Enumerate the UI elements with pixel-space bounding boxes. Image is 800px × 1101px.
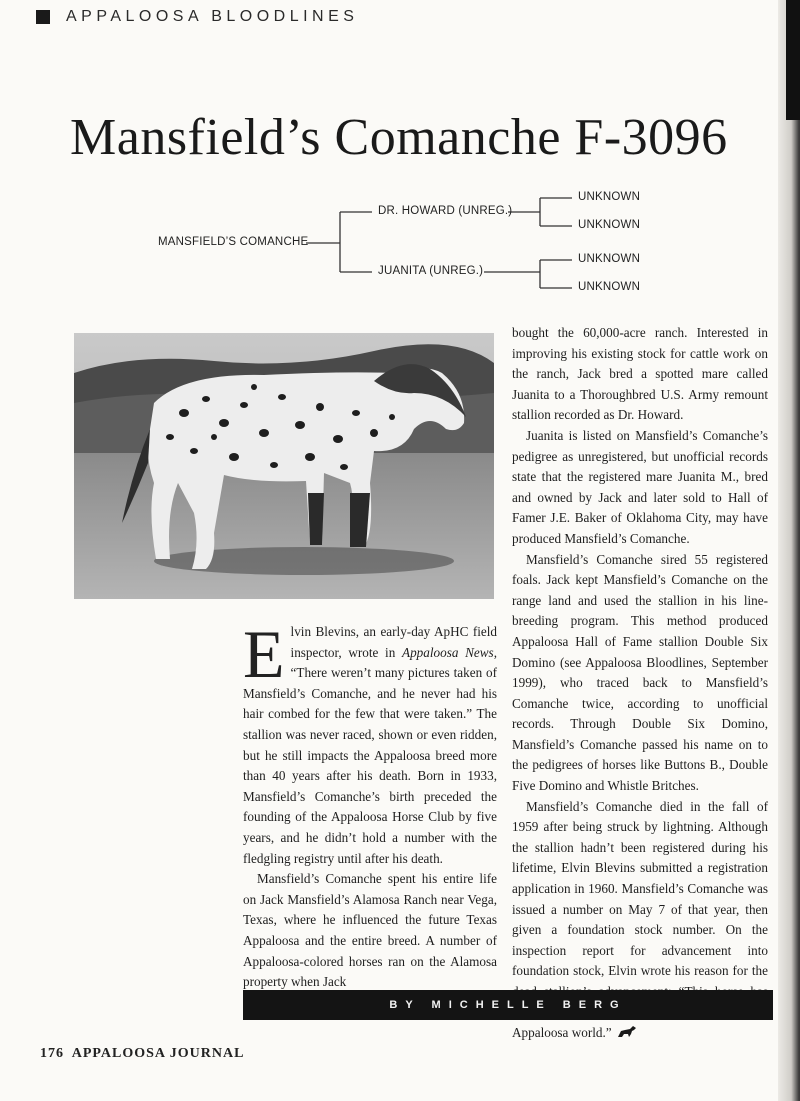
- byline: BY MICHELLE BERG: [243, 990, 773, 1020]
- paragraph-2: Mansfield’s Comanche spent his entire life on Jack Mansfield’s Alamosa Ranch near Vega, Texas, where he influenced the future Texas Appaloosa and the entire breed. A number of Appaloosa-colored horses ran on the Alamosa property when Jack: [243, 871, 497, 990]
- page-number: 176: [40, 1046, 64, 1061]
- paragraph-5-text: Mansfield’s Comanche died in the fall of 1959 after being struck by lightning. Although the stallion hadn’t been registered during his lifetime, Elvin Blevins submitted a registration application in 1960. Mansfield’s Comanche was issued a number on May 7 of that year, then given a foundation stock number. On the inspection report for advancement into foundation stock, Elvin wrote his reason for the Appaloosa world.”: [512, 798, 768, 1041]
- article-column-1: [243, 616, 497, 993]
- pedigree-chart: [0, 0, 800, 320]
- paragraph-1-text-b: , “There weren’t many pictures taken of Mansfield’s Comanche, and he never had his hair combed for the few that were taken.” The stallion was never raced, shown or even ridden, but he still impacts the Appaloosa breed more than 40 years after his death. Born in 1933, Mansfield’s Comanche’s birth preceded the founding of the Appaloosa Horse Club by five years, and he didn’t hold a number with the fledgling registry until after his death.: [243, 644, 497, 866]
- pedigree-sire-sire: UNKNOWN: [578, 191, 641, 203]
- pedigree-subject: MANSFIELD’S COMANCHE: [158, 236, 309, 248]
- pedigree-dam-dam: UNKNOWN: [578, 281, 641, 293]
- pedigree-dam-sire: UNKNOWN: [578, 253, 641, 265]
- paragraph-4: Mansfield’s Comanche sired 55 registered foals. Jack kept Mansfield’s Comanche on the range land and used the stallion in his line-breeding program. This method produced Appaloosa Hall of Fame stallion Double Six Domino (see Appaloosa Bloodlines, September 1999), who traced back to Mansfield’s Comanche twice, according to unofficial records. Through Double Six Domino, Mansfield’s Comanche passed his name on to the pedigrees of horses like Buttons B., Double Five Domino and Whistle Britches.: [512, 551, 768, 794]
- paragraph-1: [243, 616, 497, 869]
- article-title: Mansfield’s Comanche F-3096: [70, 109, 728, 166]
- paragraph-2-continued: bought the 60,000-acre ranch. Interested in improving his existing stock for cattle work on the ranch, Jack bred a spotted mare called Juanita to a Thoroughbred U.S. Army remount stallion recorded as Dr. Howard.: [512, 325, 768, 423]
- pedigree-dam: JUANITA (UNREG.): [378, 265, 484, 277]
- horse-photo: [74, 333, 494, 599]
- paragraph-3: Juanita is listed on Mansfield’s Comanche’s pedigree as unregistered, but unofficial records state that the registered mare Juanita M., bred and owned by Jack and later sold to Hall of Famer J.E. Baker of Oklahoma City, may have produced Mansfield’s Comanche.: [512, 427, 768, 546]
- article-column-2: [512, 323, 768, 1044]
- pedigree-sire: DR. HOWARD (UNREG.): [378, 205, 513, 217]
- publication-name: APPALOOSA JOURNAL: [71, 1046, 245, 1061]
- drop-cap: E: [243, 616, 285, 692]
- paragraph-1-text-a: lvin Blevins, an early-day ApHC field inspector, wrote in: [290, 624, 497, 660]
- section-label: APPALOOSA BLOODLINES: [66, 8, 359, 25]
- pedigree-sire-dam: UNKNOWN: [578, 219, 641, 231]
- end-mark-horse-icon: [616, 1025, 638, 1039]
- page-footer: [40, 1046, 244, 1062]
- publication-italic: Appaloosa News: [402, 644, 494, 660]
